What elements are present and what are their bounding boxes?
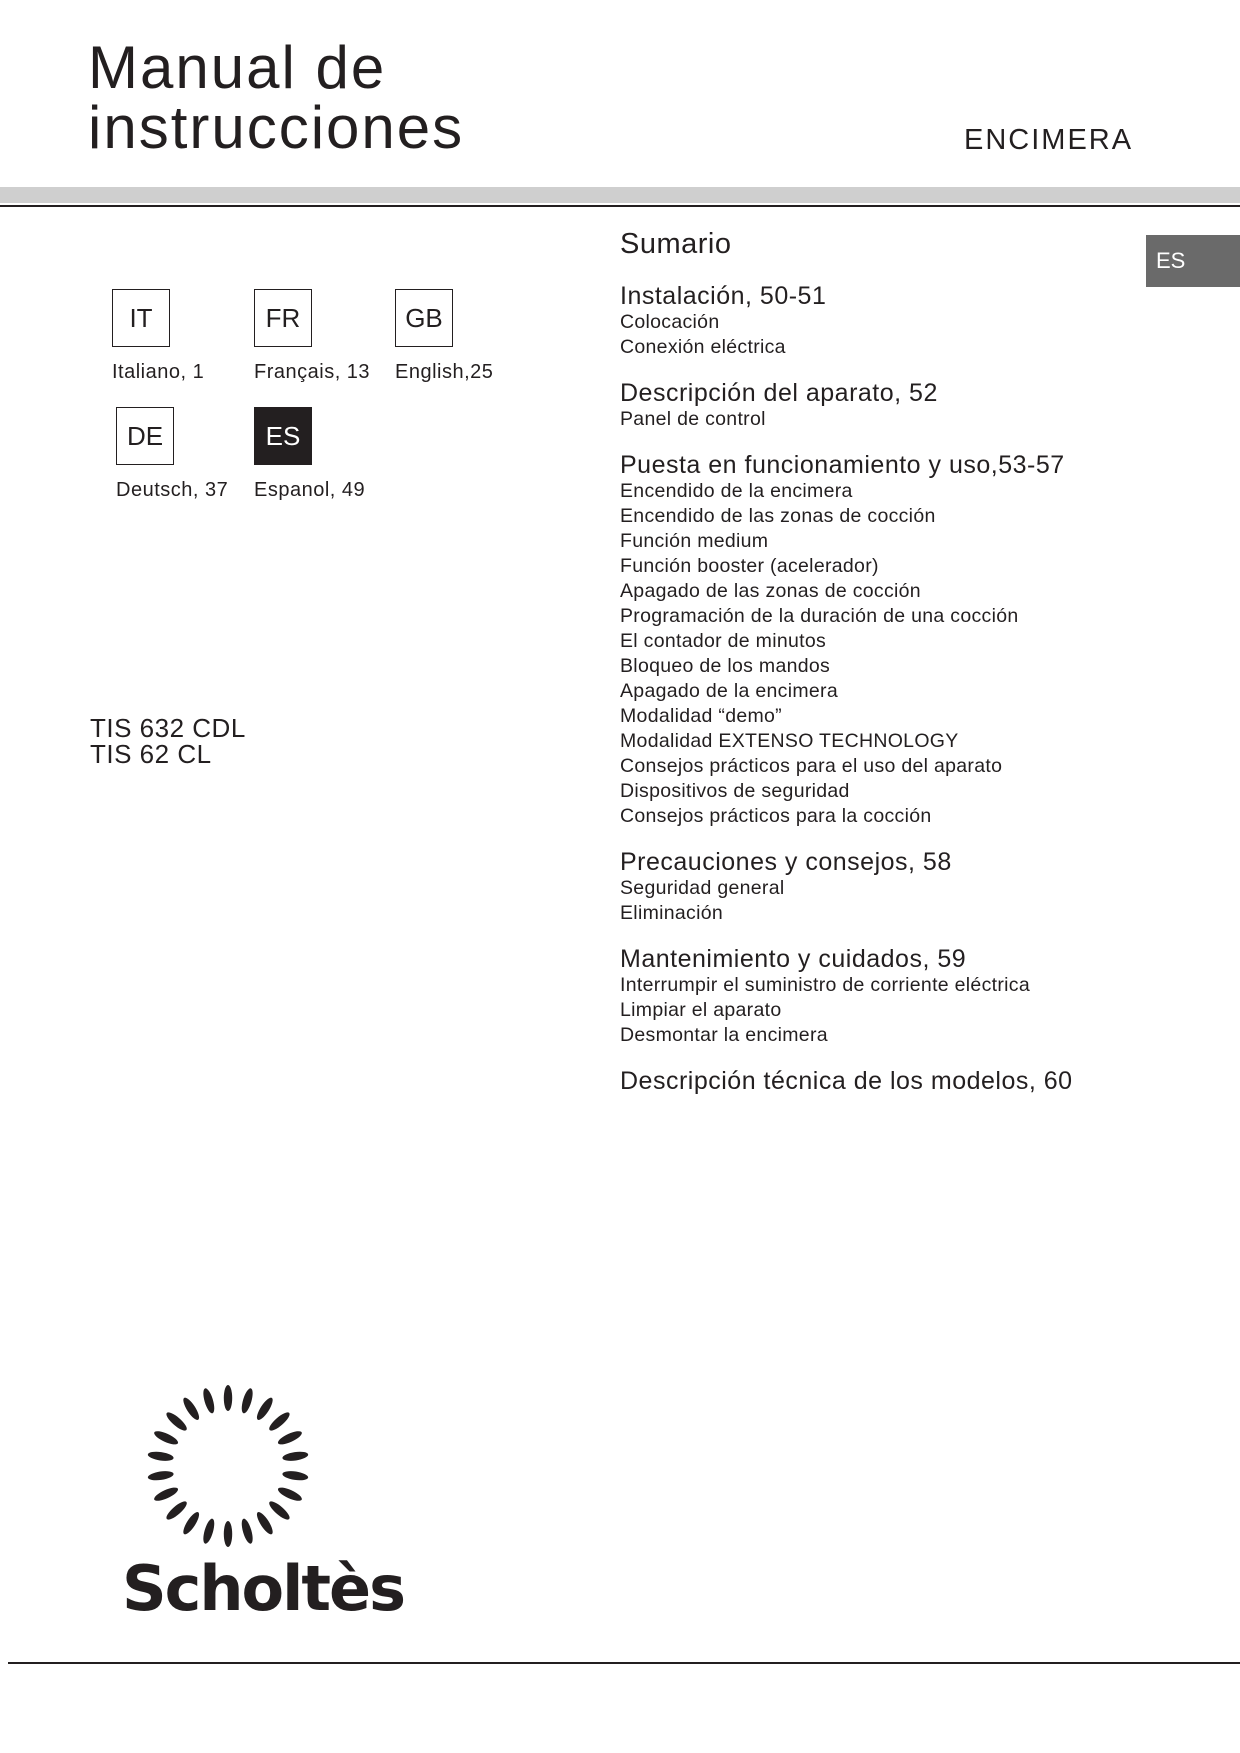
sun-ray — [276, 1485, 303, 1503]
language-label: Italiano, 1 — [112, 361, 205, 383]
sun-ray — [282, 1470, 309, 1482]
toc-item: Apagado de la encimera — [620, 680, 838, 702]
sun-ray — [240, 1518, 255, 1545]
toc-item: Programación de la duración de una cocción — [620, 605, 1019, 627]
toc-item: Panel de control — [620, 408, 766, 430]
sun-ray — [224, 1385, 232, 1411]
sun-ray — [201, 1387, 216, 1414]
sun-ray — [164, 1410, 189, 1433]
language-it — [112, 289, 205, 383]
toc-item: Desmontar la encimera — [620, 1024, 828, 1046]
title-line-1: Manual de — [88, 34, 387, 101]
language-tab: ES — [1146, 235, 1240, 287]
toc-section — [620, 945, 1120, 1048]
footer-divider — [8, 1662, 1240, 1664]
toc-section — [620, 1067, 1120, 1095]
toc-section — [620, 379, 1120, 432]
language-gb — [395, 289, 494, 383]
table-of-contents — [620, 228, 1120, 1114]
title-line-2: instrucciones — [88, 94, 465, 161]
sun-ray — [267, 1410, 292, 1433]
toc-section-heading: Precauciones y consejos, 58 — [620, 848, 952, 876]
language-code-box: FR — [254, 289, 312, 347]
sun-ray — [276, 1429, 303, 1447]
sun-ray — [267, 1499, 292, 1522]
language-code-box: GB — [395, 289, 453, 347]
toc-section-heading: Descripción técnica de los modelos, 60 — [620, 1067, 1073, 1095]
brand-name: Scholtès — [122, 1552, 404, 1625]
sun-ray — [240, 1387, 255, 1414]
toc-item: Función medium — [620, 530, 769, 552]
toc-item: Apagado de las zonas de cocción — [620, 580, 921, 602]
sun-ray — [147, 1470, 174, 1482]
language-code-box: IT — [112, 289, 170, 347]
toc-section-heading: Puesta en funcionamiento y uso,53-57 — [620, 451, 1065, 479]
toc-item-list — [620, 310, 1120, 360]
toc-item-list — [620, 479, 1120, 829]
sun-ray — [181, 1396, 202, 1422]
toc-item: Eliminación — [620, 902, 724, 924]
sun-ray — [254, 1510, 275, 1536]
sun-burst-icon — [118, 1378, 338, 1553]
toc-item: Bloqueo de los mandos — [620, 655, 831, 677]
toc-item: El contador de minutos — [620, 630, 827, 652]
toc-item-list — [620, 407, 1120, 432]
model-list — [90, 715, 246, 767]
toc-section — [620, 848, 1120, 926]
toc-item: Consejos prácticos para el uso del aparato — [620, 755, 1003, 777]
language-de — [116, 407, 229, 501]
language-code-box: DE — [116, 407, 174, 465]
sun-ray — [282, 1450, 309, 1462]
language-label: Espanol, 49 — [254, 479, 366, 501]
sun-ray — [164, 1499, 189, 1522]
language-label: Français, 13 — [254, 361, 371, 383]
toc-section-heading: Mantenimiento y cuidados, 59 — [620, 945, 967, 973]
toc-sections — [620, 282, 1120, 1095]
toc-item: Consejos prácticos para la cocción — [620, 805, 932, 827]
document-title — [88, 34, 465, 161]
model-name: TIS 62 CL — [90, 739, 212, 769]
toc-item: Seguridad general — [620, 877, 785, 899]
language-es — [254, 407, 366, 501]
product-type: ENCIMERA — [964, 124, 1134, 156]
sun-ray — [181, 1510, 202, 1536]
language-label: English,25 — [395, 361, 494, 383]
header-divider — [0, 205, 1240, 207]
toc-item-list — [620, 876, 1120, 926]
toc-section-heading: Descripción del aparato, 52 — [620, 379, 938, 407]
language-label: Deutsch, 37 — [116, 479, 229, 501]
toc-item: Modalidad “demo” — [620, 705, 782, 727]
sun-ray — [224, 1521, 232, 1547]
sun-ray — [201, 1518, 216, 1545]
toc-item: Modalidad EXTENSO TECHNOLOGY — [620, 730, 959, 752]
model-name: TIS 632 CDL — [90, 713, 246, 743]
toc-section-heading: Instalación, 50-51 — [620, 282, 827, 310]
language-code-box-active: ES — [254, 407, 312, 465]
toc-section — [620, 282, 1120, 360]
toc-item: Función booster (acelerador) — [620, 555, 879, 577]
sun-ray — [147, 1450, 174, 1462]
toc-item-list — [620, 973, 1120, 1048]
toc-item: Interrumpir el suministro de corriente eléctrica — [620, 974, 1030, 996]
toc-section — [620, 451, 1120, 829]
header-band — [0, 187, 1240, 203]
toc-item: Conexión eléctrica — [620, 336, 786, 358]
toc-item: Encendido de la encimera — [620, 480, 853, 502]
sun-ray — [153, 1429, 180, 1447]
toc-item: Dispositivos de seguridad — [620, 780, 850, 802]
toc-title: Sumario — [620, 228, 732, 260]
language-fr — [254, 289, 371, 383]
sun-ray — [153, 1485, 180, 1503]
toc-item: Colocación — [620, 311, 720, 333]
toc-item: Limpiar el aparato — [620, 999, 782, 1021]
toc-item: Encendido de las zonas de cocción — [620, 505, 936, 527]
sun-ray — [254, 1396, 275, 1422]
